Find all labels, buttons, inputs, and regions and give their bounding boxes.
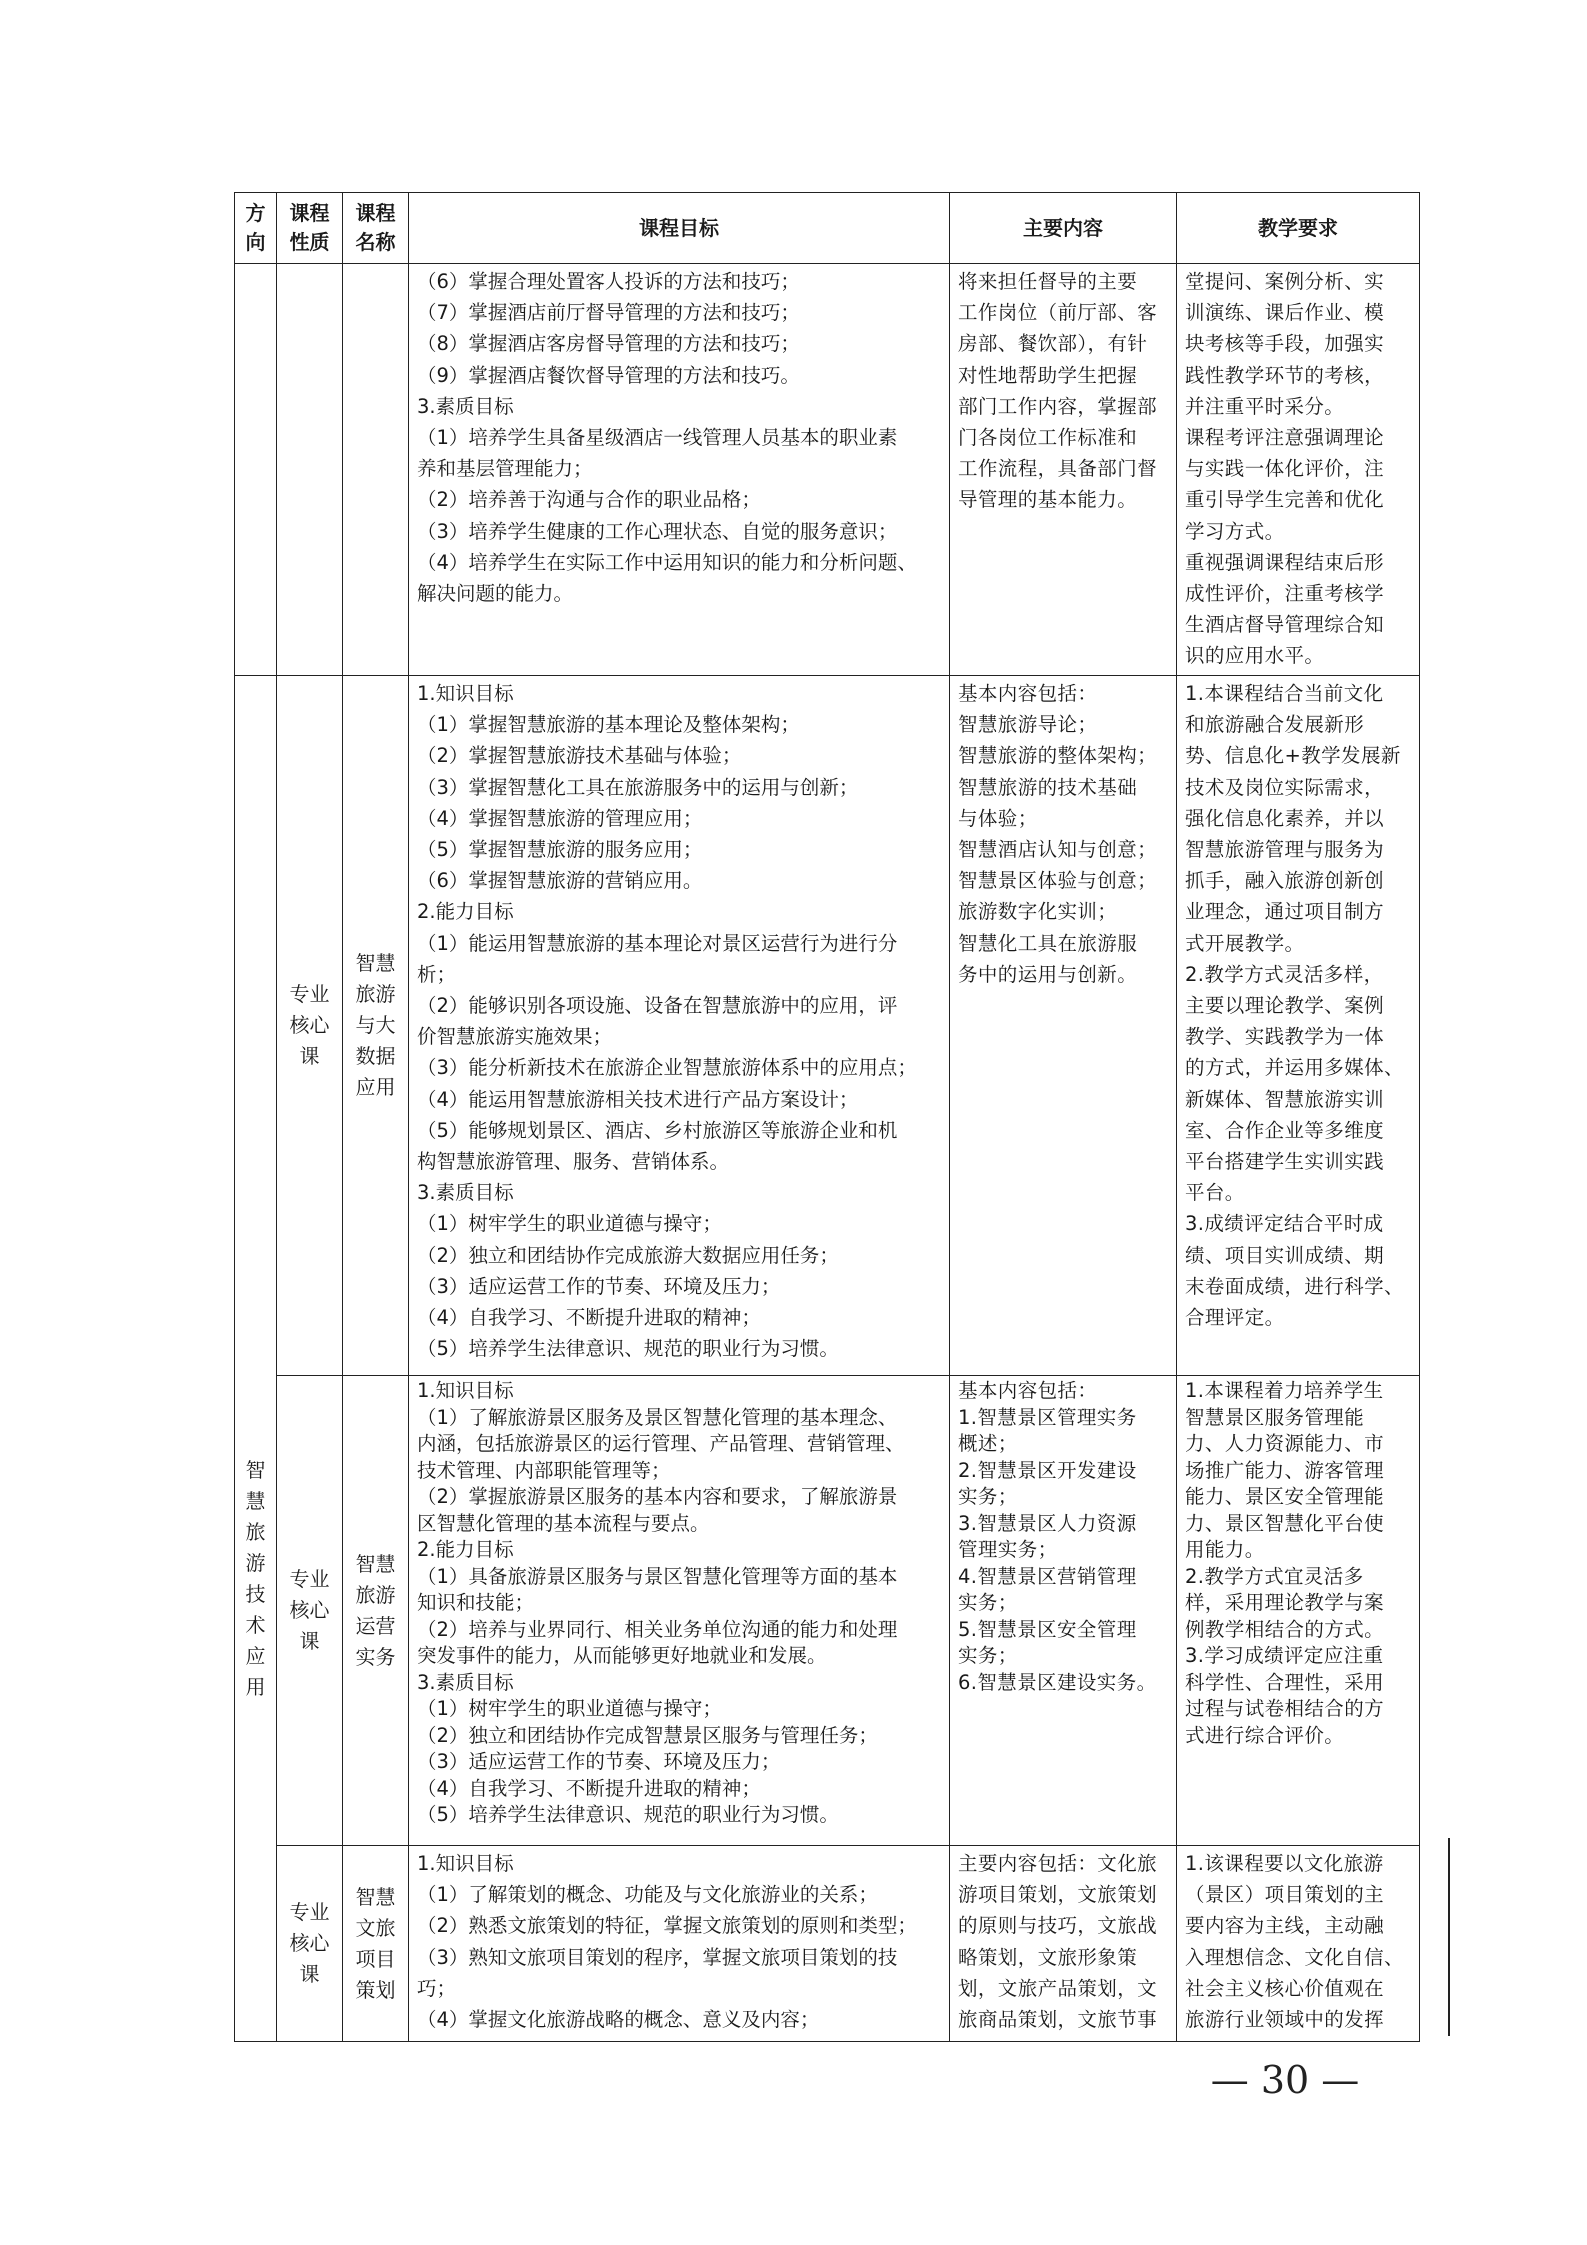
text-line: 与实践一体化评价，注 [1185,457,1385,481]
course-name-line: 实务 [355,1644,396,1669]
text-line: 合理评定。 [1185,1306,1285,1330]
text-line: 实务； [958,1591,1018,1614]
course-requirements-text [1177,264,1419,674]
course-requirements [1177,1376,1420,1846]
text-line: 3.素质目标 [417,1181,514,1205]
course-name-line: 与大 [355,1013,396,1037]
course-name-line: 数据 [355,1044,396,1068]
text-line: 智慧旅游导论； [958,713,1098,737]
text-line: （7）掌握酒店前厅督导管理的方法和技巧； [417,301,800,325]
course-content-text [950,1846,1176,2037]
text-line: 的原则与技巧，文旅战 [958,1914,1158,1938]
text-line: 养和基层管理能力； [417,457,593,481]
text-line: 1.知识目标 [417,1379,514,1402]
text-line: 价智慧旅游实施效果； [417,1025,613,1049]
text-line: 巧； [417,1976,457,2000]
text-line: 区智慧化管理的基本流程与要点。 [417,1511,710,1535]
text-line: 场推广能力、游客管理 [1185,1458,1385,1482]
text-line: 工作流程，具备部门督 [958,457,1158,481]
text-line: 的方式，并运用多媒体、 [1185,1056,1404,1080]
course-requirements [1177,1846,1420,2042]
text-line: 用能力。 [1185,1538,1265,1561]
text-line: （3）能分析新技术在旅游企业智慧旅游体系中的应用点； [417,1056,917,1080]
text-line: （2）培养善于沟通与合作的职业品格； [417,488,761,512]
course-requirements [1177,676,1420,1376]
course-content-text [950,676,1176,992]
text-line: 科学性、合理性，采用 [1185,1670,1385,1694]
text-line: 新媒体、智慧旅游实训 [1185,1087,1385,1111]
text-line: 智慧酒店认知与创意； [958,838,1158,862]
text-line: 4.智慧景区营销管理 [958,1564,1137,1588]
text-line: 3.素质目标 [417,394,514,418]
text-line: （4）培养学生在实际工作中运用知识的能力和分析问题、 [417,550,917,574]
text-line: 技术及岗位实际需求， [1185,775,1385,799]
text-line: 略策划，文旅形象策 [958,1945,1138,1969]
text-line: 主要以理论教学、案例 [1185,994,1385,1018]
text-line: 要内容为主线，主动融 [1185,1914,1385,1938]
direction-char: 慧 [245,1488,266,1513]
text-line: 绩、项目实训成绩、期 [1185,1243,1385,1267]
text-line: 1.本课程结合当前文化 [1185,682,1384,705]
text-line: 导管理的基本能力。 [958,488,1138,512]
course-row [235,1846,1420,2042]
course-objectives-text [409,264,949,611]
text-line: 概述； [958,1432,1018,1455]
course-nature-line: 课 [299,1044,320,1068]
text-line: 例教学相结合的方式。 [1185,1617,1385,1641]
text-line: 抓手，融入旅游创新创 [1185,869,1385,893]
course-requirements [1177,264,1420,676]
direction-cell [235,676,277,2042]
text-line: 2.能力目标 [417,1538,514,1561]
text-line: 主要内容包括：文化旅 [958,1852,1158,1875]
text-line: 实务； [958,1485,1018,1508]
text-line: （2）掌握智慧旅游技术基础与体验； [417,744,742,768]
text-line: 解决问题的能力。 [417,582,574,606]
course-row [235,1376,1420,1846]
text-line: （3）适应运营工作的节奏、环境及压力； [417,1750,781,1773]
text-line: 5.智慧景区安全管理 [958,1617,1137,1641]
text-line: （3）培养学生健康的工作心理状态、自觉的服务意识； [417,519,898,543]
text-line: 学习方式。 [1185,519,1285,543]
course-name-line: 运营 [355,1613,396,1638]
course-name-line: 应用 [355,1075,396,1099]
course-nature [277,1376,343,1846]
text-line: （4）自我学习、不断提升进取的精神； [417,1306,761,1330]
text-line: 教学、实践教学为一体 [1185,1025,1385,1049]
text-line: 1.知识目标 [417,1852,514,1875]
course-objectives-text [409,1846,949,2037]
text-line: 析； [417,962,457,986]
course-nature-line: 课 [299,1629,320,1653]
text-line: 并注重平时采分。 [1185,394,1345,418]
text-line: （5）能够规划景区、酒店、乡村旅游区等旅游企业和机 [417,1118,898,1142]
header-objectives: 课程目标 [409,193,950,264]
text-line: 管理实务； [958,1538,1058,1561]
course-name-line: 智慧 [355,1884,396,1909]
text-line: （1）掌握智慧旅游的基本理论及整体架构； [417,713,800,737]
course-name-line: 策划 [355,1977,396,2002]
course-requirements-text [1177,1376,1419,1751]
header-direction: 方 向 [235,193,277,264]
text-line: 知识和技能； [417,1591,535,1614]
text-line: 工作岗位（前厅部、客 [958,301,1158,325]
course-content-text [950,1376,1176,1698]
header-nature: 课程 性质 [277,193,343,264]
text-line: 旅游数字化实训； [958,900,1118,924]
text-line: 重视强调课程结束后形 [1185,550,1385,574]
text-line: 1.本课程着力培养学生 [1185,1379,1384,1402]
text-line: 势、信息化+教学发展新 [1185,744,1401,768]
page-number: — 30 — [1210,2058,1360,2102]
text-line: 2.教学方式宜灵活多 [1185,1564,1364,1588]
table-header-row [235,193,1420,264]
direction-char: 技 [245,1581,266,1606]
text-line: （1）培养学生具备星级酒店一线管理人员基本的职业素 [417,426,898,450]
course-objectives [409,1846,950,2042]
text-line: 2.智慧景区开发建设 [958,1458,1137,1482]
text-line: （1）了解旅游景区服务及景区智慧化管理的基本理念、 [417,1405,898,1429]
text-line: 式开展教学。 [1185,931,1305,955]
text-line: 构智慧旅游管理、服务、营销体系。 [417,1150,730,1174]
course-table [234,192,1420,2042]
text-line: 实务； [958,1644,1018,1667]
text-line: 智慧旅游的技术基础 [958,775,1138,799]
text-line: 与体验； [958,806,1038,830]
course-nature-line: 专业 [289,1567,330,1591]
text-line: 课程考评注意强调理论 [1185,426,1385,450]
course-row [235,676,1420,1376]
text-line: 识的应用水平。 [1185,644,1325,668]
direction-char: 术 [245,1612,266,1637]
text-line: 务中的运用与创新。 [958,962,1138,986]
direction-char: 旅 [245,1519,266,1544]
text-line: 重引导学生完善和优化 [1185,488,1385,512]
text-line: 对性地帮助学生把握 [958,363,1138,387]
course-objectives-text [409,1376,949,1831]
text-line: （3）适应运营工作的节奏、环境及压力； [417,1274,781,1298]
text-line: （4）能运用智慧旅游相关技术进行产品方案设计； [417,1087,859,1111]
text-line: （4）掌握智慧旅游的管理应用； [417,806,703,830]
direction-char: 游 [245,1550,266,1575]
text-line: 块考核等手段，加强实 [1185,332,1385,356]
text-line: 1.知识目标 [417,682,514,705]
text-line: （4）掌握文化旅游战略的概念、意义及内容； [417,2008,820,2032]
text-line: 部门工作内容，掌握部 [958,394,1158,418]
text-line: （2）独立和团结协作完成智慧景区服务与管理任务； [417,1723,878,1747]
text-line: 成性评价，注重考核学 [1185,582,1385,606]
course-nature-line: 核心 [289,1598,330,1622]
text-line: 强化信息化素养，并以 [1185,806,1385,830]
text-line: 1.智慧景区管理实务 [958,1405,1137,1429]
course-name-line: 智慧 [355,951,396,975]
text-line: 训演练、课后作业、模 [1185,301,1385,325]
course-nature-line: 课 [299,1962,320,1986]
text-line: 过程与试卷相结合的方 [1185,1697,1385,1720]
text-line: （1）能运用智慧旅游的基本理论对景区运营行为进行分 [417,931,898,955]
course-name [343,1376,409,1846]
text-line: （1）树牢学生的职业道德与操守； [417,1212,722,1236]
text-line: 室、合作企业等多维度 [1185,1118,1385,1142]
text-line: 划，文旅产品策划，文 [958,1976,1158,2000]
text-line: 力、景区智慧化平台使 [1185,1511,1385,1535]
text-line: 平台搭建学生实训实践 [1185,1150,1385,1174]
text-line: 2.教学方式灵活多样， [1185,962,1384,986]
course-name [343,264,409,676]
text-line: 能力、景区安全管理能 [1185,1485,1385,1508]
direction-cell-continued [235,264,277,676]
text-line: 2.能力目标 [417,900,514,924]
course-objectives-text [409,676,949,1366]
text-line: 旅商品策划，文旅节事 [958,2008,1158,2032]
text-line: 智慧景区体验与创意； [958,869,1158,893]
text-line: （景区）项目策划的主 [1185,1883,1385,1907]
header-requirements: 教学要求 [1177,193,1420,264]
text-line: 3.学习成绩评定应注重 [1185,1644,1384,1667]
text-line: （4）自我学习、不断提升进取的精神； [417,1776,761,1800]
text-line: （5）培养学生法律意识、规范的职业行为习惯。 [417,1337,839,1361]
text-line: 智慧化工具在旅游服 [958,931,1138,955]
text-line: 入理想信念、文化自信、 [1185,1945,1404,1969]
course-objectives [409,264,950,676]
text-line: （2）培养与业界同行、相关业务单位沟通的能力和处理 [417,1617,898,1641]
course-content [950,676,1177,1376]
course-objectives [409,1376,950,1846]
course-nature [277,676,343,1376]
text-line: 智慧旅游的整体架构； [958,744,1158,768]
text-line: （6）掌握合理处置客人投诉的方法和技巧； [417,270,800,293]
course-name-line: 智慧 [355,1551,396,1576]
text-line: 智慧旅游管理与服务为 [1185,838,1385,862]
text-line: 内涵，包括旅游景区的运行管理、产品管理、营销管理、 [417,1432,905,1455]
text-line: （3）掌握智慧化工具在旅游服务中的运用与创新； [417,775,859,799]
course-nature-line: 核心 [289,1013,330,1037]
text-line: 房部、餐饮部），有针 [958,332,1148,356]
text-line: （1）树牢学生的职业道德与操守； [417,1697,722,1720]
text-line: 社会主义核心价值观在 [1185,1976,1385,2000]
course-nature-line: 核心 [289,1931,330,1955]
text-line: （9）掌握酒店餐饮督导管理的方法和技巧。 [417,363,800,387]
text-line: 力、人力资源能力、市 [1185,1432,1385,1455]
text-line: 业理念，通过项目制方 [1185,900,1385,924]
text-line: 智慧景区服务管理能 [1185,1405,1365,1429]
course-content-text [950,264,1176,518]
text-line: （3）熟知文旅项目策划的程序，掌握文旅项目策划的技 [417,1945,898,1969]
text-line: 和旅游融合发展新形 [1185,713,1365,737]
text-line: （2）能够识别各项设施、设备在智慧旅游中的应用，评 [417,994,898,1018]
text-line: （2）熟悉文旅策划的特征，掌握文旅策划的原则和类型； [417,1914,917,1938]
text-line: 样，采用理论教学与案 [1185,1591,1385,1614]
course-name-line: 文旅 [355,1915,396,1940]
margin-rule [1448,1838,1450,2036]
direction-char: 智 [245,1457,266,1482]
text-line: 3.成绩评定结合平时成 [1185,1212,1384,1236]
text-line: （8）掌握酒店客房督导管理的方法和技巧； [417,332,800,356]
text-line: （2）独立和团结协作完成旅游大数据应用任务； [417,1243,839,1267]
course-nature [277,1846,343,2042]
text-line: （2）掌握旅游景区服务的基本内容和要求，了解旅游景 [417,1485,898,1508]
text-line: 基本内容包括： [958,682,1098,705]
text-line: （5）培养学生法律意识、规范的职业行为习惯。 [417,1803,839,1826]
text-line: 基本内容包括： [958,1379,1098,1402]
text-line: 生酒店督导管理综合知 [1185,613,1385,637]
course-content [950,264,1177,676]
text-line: 突发事件的能力，从而能够更好地就业和发展。 [417,1644,827,1667]
text-line: 末卷面成绩，进行科学、 [1185,1274,1404,1298]
text-line: 1.该课程要以文化旅游 [1185,1852,1384,1875]
text-line: （1）具备旅游景区服务与景区智慧化管理等方面的基本 [417,1564,898,1588]
text-line: 将来担任督导的主要 [958,270,1138,293]
text-line: 式进行综合评价。 [1185,1723,1345,1747]
course-name-line: 项目 [355,1946,396,1971]
text-line: （1）了解策划的概念、功能及与文化旅游业的关系； [417,1883,878,1907]
text-line: 游项目策划，文旅策划 [958,1883,1158,1907]
course-nature-line: 专业 [289,982,330,1006]
course-requirements-text [1177,1846,1419,2037]
text-line: 6.智慧景区建设实务。 [958,1670,1157,1694]
text-line: （6）掌握智慧旅游的营销应用。 [417,869,703,893]
text-line: 践性教学环节的考核， [1185,363,1385,387]
course-row [235,264,1420,676]
course-nature-line: 专业 [289,1900,330,1924]
course-content [950,1846,1177,2042]
course-nature [277,264,343,676]
header-content: 主要内容 [950,193,1177,264]
course-content [950,1376,1177,1846]
text-line: （5）掌握智慧旅游的服务应用； [417,838,703,862]
text-line: 平台。 [1185,1181,1245,1205]
direction-char: 用 [245,1674,266,1699]
course-name-line: 旅游 [355,1582,396,1607]
text-line: 门各岗位工作标准和 [958,426,1138,450]
direction-char: 应 [245,1643,266,1668]
course-name [343,676,409,1376]
course-name [343,1846,409,2042]
text-line: 3.素质目标 [417,1670,514,1694]
course-requirements-text [1177,676,1419,1335]
text-line: 3.智慧景区人力资源 [958,1511,1137,1535]
text-line: 堂提问、案例分析、实 [1185,270,1385,293]
text-line: 技术管理、内部职能管理等； [417,1458,671,1482]
text-line: 旅游行业领域中的发挥 [1185,2008,1385,2032]
header-name: 课程 名称 [343,193,409,264]
course-objectives [409,676,950,1376]
course-name-line: 旅游 [355,982,396,1006]
